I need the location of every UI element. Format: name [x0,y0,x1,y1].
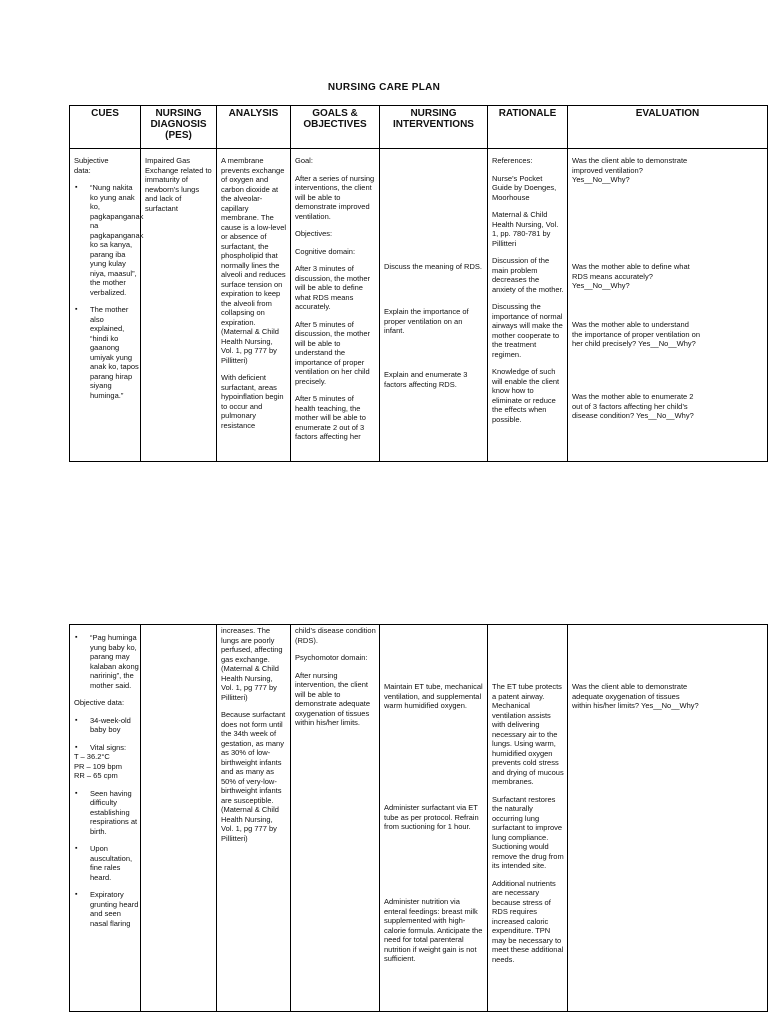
intervention-text: Maintain ET tube, mechanical ventilation, and supplemental warm humidified oxygen. [384,682,483,710]
rationale-text: Additional nutrients are necessary because stress of RDS requires increased caloric expenditure. TPN may be necessary to meet these additional needs. [492,878,564,964]
domain-label: Psychomotor domain: [295,653,368,662]
rationale-text: The ET tube protects a patent airway. Mechanical ventilation assists with delivering necessary air to the lungs. Using warm, humidified oxygen prevents cold stress and drying of mucous membranes. [492,682,564,786]
subjective-label: Subjective data: [74,156,109,175]
evaluation-text: Was the mother able to understand the importance of proper ventilation on her child precisely? Yes__No__Why? [572,320,700,348]
intervention-text: Administer nutrition via enteral feedings: breast milk supplemented with high-calorie formula. Anticipate the need for total parenteral nutrition if weight gain is not sufficient. [384,897,483,963]
reference-text: Nurse’s Pocket Guide by Doenges, Moorhouse [492,173,557,202]
domain-label: Cognitive domain: [295,246,356,256]
diagnosis-cell [141,149,217,462]
goal-text: After a series of nursing interventions, the client will be able to demonstrate improved ventilation. [295,173,375,221]
page-title: NURSING CARE PLAN [327,82,441,93]
header-cues: CUES [70,106,141,149]
intervention-text: Discuss the meaning of RDS. [384,262,482,271]
header-interventions: NURSING INTERVENTIONS [380,106,488,149]
cue-item: ▪ “Nung nakita ko yung anak ko, pagkapanganak na pagkapanganak ko sa kanya, parang iba yung kulay niya, maasul”, the mother verbalized. [74,183,140,297]
care-plan-table-page-1 [69,105,768,462]
evaluation-text: Was the mother able to enumerate 2 out of 3 factors affecting her child’s disease condition? Yes__No__Why? [572,392,694,420]
diagnosis-cell [141,625,217,1012]
vital-sign: RR – 65 cpm [74,771,118,780]
objectives-label: Objectives: [295,229,333,238]
header-evaluation: EVALUATION [568,106,768,149]
vital-sign: T – 36.2°C [74,752,110,761]
analysis-cell [217,149,291,462]
rationale-cell [488,625,568,1012]
interventions-cell [380,149,488,462]
cue-item: ▪ The mother also explained, “hindi ko gaanong umiyak yung anak ko, tapos parang hirap siyang huminga.” [74,305,140,400]
care-plan-table-page-2 [69,624,768,1012]
objective-text: After nursing intervention, the client will be able to demonstrate adequate oxygenation of tissues within his/her limits. [295,670,371,727]
evaluation-cell [568,149,768,462]
evaluation-text: Was the client able to demonstrate improved ventilation? Yes__No__Why? [572,156,688,184]
goal-text: child’s disease condition (RDS). [295,626,376,645]
rationale-cell [488,149,568,462]
table-row [70,625,768,1012]
references-label: References: [492,156,533,165]
rationale-text: Discussing the importance of normal airways will make the mother cooperate to the treatment regimen. [492,302,563,359]
cues-cell [70,149,144,462]
analysis-cell [217,625,291,1012]
objective-text: After 3 minutes of discussion, the mother will be able to define what RDS means accurately. [295,264,371,311]
objective-text: After 5 minutes of discussion, the mother will be able to understand the importance of proper ventilation on her child precisely. [295,319,371,386]
intervention-text: Explain the importance of proper ventilation on an infant. [384,307,469,335]
cue-item: ▪ 34-week-old baby boy [74,716,140,735]
interventions-cell [380,625,488,1012]
rationale-text: Knowledge of such will enable the client know how to eliminate or reduce the effects when possible. [492,367,560,424]
cue-item: ▪ Upon auscultation, fine rales heard. [74,844,140,882]
evaluation-text: Was the mother able to define what RDS means accurately? Yes__No__Why? [572,262,690,290]
evaluation-cell [568,625,768,1012]
vital-sign: PR – 109 bpm [74,761,122,771]
evaluation-text: Was the client able to demonstrate adequate oxygenation of tissues within his/her limits? Yes__No__Why? [572,682,699,710]
cue-item: ▪ Seen having difficulty establishing respirations at birth. [74,789,140,837]
analysis-paragraph: increases. The lungs are poorly perfused, affecting gas exchange. (Maternal & Child Health Nursing, Vol. 1, pg 777 by Pillitteri) [221,626,283,702]
cue-item: ▪ Vital signs: [74,743,140,753]
header-row [70,106,768,149]
analysis-paragraph: Because surfactant does not form until the 34th week of gestation, as many as 30% of low-birthweight infants and as many as 50% of very-low-birthweight infants are susceptible. (Maternal & Child Health Nursing, Vol. 1, pg 777 by Pillitteri) [221,710,286,843]
header-analysis: ANALYSIS [217,106,291,149]
rationale-text: Discussion of the main problem decreases the anxiety of the mother. [492,256,564,294]
objective-data-label: Objective data: [74,698,125,707]
analysis-paragraph: With deficient surfactant, areas hypoinflation begin to occur and pulmonary resistance [221,373,284,430]
header-rationale: RATIONALE [488,106,568,149]
analysis-paragraph: A membrane prevents exchange of oxygen and carbon dioxide at the alveolar-capillary membrane. The cause is a low-level or absence of surfactant, the phospholipid that normally lines the alveoli and reduces surface tension on expiration to keep the alveoli from collapsing on expiration. (Maternal & Child Health Nursing, Vol. 1, pg 777 by Pillitteri) [221,156,287,365]
goals-cell [291,625,380,1012]
diagnosis-text: Impaired Gas Exchange related to immaturity of newborn’s lungs and lack of surfactant [145,156,212,213]
cues-cell [70,625,141,1012]
reference-text: Maternal & Child Health Nursing, Vol. 1, pp. 780-781 by Pillitteri [492,210,559,248]
objective-text: After 5 minutes of health teaching, the mother will be able to enumerate 2 out of 3 factors affecting her [295,394,366,441]
table-row [70,149,768,462]
header-goals: GOALS & OBJECTIVES [291,106,380,149]
rationale-text: Surfactant restores the naturally occurring lung surfactant to improve lung compliance. Suctioning would remove the drug from its intended site. [492,794,564,870]
cue-item: ▪ Expiratory grunting heard and seen nasal flaring [74,890,140,928]
cue-item: ▪ “Pag huminga yung baby ko, parang may kalaban akong naririnig”, the mother said. [74,633,140,690]
intervention-text: Explain and enumerate 3 factors affecting RDS. [384,370,468,389]
goals-cell [291,149,380,462]
header-diagnosis: NURSING DIAGNOSIS (PES) [141,106,217,149]
intervention-text: Administer surfactant via ET tube as per protocol. Refrain from suctioning for 1 hour. [384,803,479,831]
goal-label: Goal: [295,156,313,165]
